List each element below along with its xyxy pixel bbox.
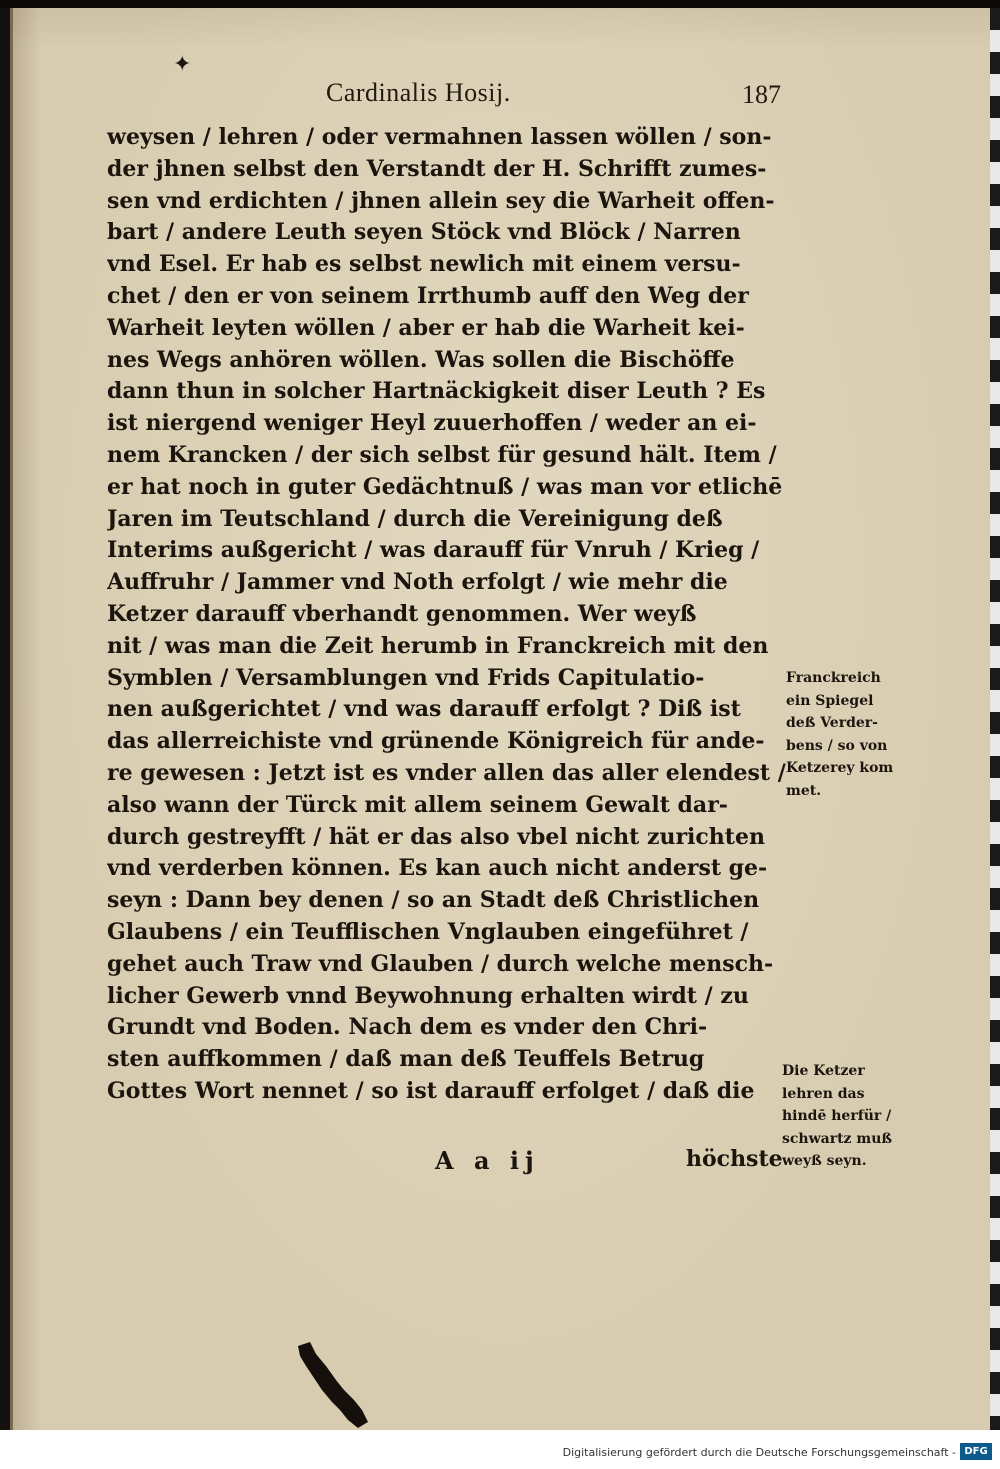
text-line: chet / den er von seinem Irrthumb auff den Weg der <box>107 282 749 309</box>
text-line: nit / was man die Zeit herumb in Franckreich mit den <box>107 632 769 659</box>
margin-note-line: Die Ketzer <box>782 1063 865 1079</box>
credit-text: Digitalisierung gefördert durch die Deutsche Forschungsgemeinschaft - <box>562 1446 956 1459</box>
margin-note-line: met. <box>786 782 822 799</box>
text-line: nem Krancken / der sich selbst für gesund hält. Item / <box>107 441 777 468</box>
text-line: das allerreichiste vnd grünende Königreich für ande- <box>107 728 765 755</box>
text-line: Jaren im Teutschland / durch die Vereinigung deß <box>107 505 723 532</box>
margin-note-ketzer <box>782 1060 892 1173</box>
text-line: Symblen / Versamblungen vnd Frids Capitulatio- <box>107 664 705 691</box>
margin-note-line: Franckreich <box>786 670 881 686</box>
text-line: Warheit leyten wöllen / aber er hab die Warheit kei- <box>107 314 745 341</box>
text-line: licher Gewerb vnnd Beywohnung erhalten wirdt / zu <box>107 982 749 1009</box>
margin-note-line: schwartz muß <box>782 1130 893 1147</box>
text-line: Interims außgericht / was darauff für Vnruh / Krieg / <box>107 537 760 564</box>
text-line: der jhnen selbst den Verstandt der H. Schrifft zumes- <box>107 155 767 182</box>
text-line: vnd Esel. Er hab es selbst newlich mit einem versu- <box>107 251 741 278</box>
text-line: nes Wegs anhören wöllen. Was sollen die Bischöffe <box>107 346 735 373</box>
text-line: vnd verderben können. Es kan auch nicht anderst ge- <box>107 855 768 882</box>
text-line: Grundt vnd Boden. Nach dem es vnder den Chri- <box>107 1014 708 1041</box>
margin-note-line: deß Verder- <box>786 715 878 731</box>
scan-color-ruler <box>990 8 1000 1430</box>
body-text <box>107 122 787 1108</box>
text-line: seyn : Dann bey denen / so an Stadt deß Christlichen <box>107 887 760 914</box>
text-line: weysen / lehren / oder vermahnen lassen wöllen / son- <box>107 124 772 150</box>
signature-mark: A a ij <box>435 1146 540 1175</box>
text-line: gehet auch Traw vnd Glauben / durch welche mensch- <box>107 950 774 977</box>
text-line: sten auffkommen / daß man deß Teuffels Betrug <box>107 1046 705 1073</box>
text-line: Gottes Wort nennet / so ist darauff erfolget / daß die <box>107 1077 755 1104</box>
text-line: bart / andere Leuth seyen Stöck vnd Blöck / Narren <box>107 219 741 246</box>
credit-bar <box>0 1430 1000 1469</box>
running-title: Cardinalis Hosij. <box>326 78 511 107</box>
text-line: nen außgerichtet / vnd was darauff erfolgt ? Diß ist <box>107 696 741 723</box>
text-line: Ketzer darauff vberhandt genommen. Wer weyß <box>107 600 697 627</box>
printer-ornament-icon: ✦ <box>173 52 192 77</box>
margin-note-line: weyß seyn. <box>782 1153 867 1169</box>
text-line: Glaubens / ein Teufflischen Vnglauben eingeführet / <box>107 918 749 945</box>
margin-note-line: bens / so von <box>786 737 888 754</box>
margin-note-line: hindē herfür / <box>782 1108 892 1124</box>
margin-note-line: lehren das <box>782 1085 865 1102</box>
text-line: also wann der Türck mit allem seinem Gewalt dar- <box>107 791 728 818</box>
text-line: Auffruhr / Jammer vnd Noth erfolgt / wie mehr die <box>107 569 728 596</box>
text-line: dann thun in solcher Hartnäckigkeit diser Leuth ? Es <box>107 378 766 405</box>
ink-stain-icon <box>292 1340 372 1430</box>
dfg-logo: DFG <box>960 1443 992 1460</box>
margin-note-line: Ketzerey kom <box>786 760 894 776</box>
catchword: höchste <box>686 1146 783 1172</box>
margin-note-franckreich <box>786 667 893 802</box>
margin-note-line: ein Spiegel <box>786 692 874 709</box>
text-line: durch gestreyfft / hät er das also vbel nicht zurichten <box>107 823 765 850</box>
scan-left-edge <box>0 8 10 1430</box>
page-number: 187 <box>742 80 781 109</box>
text-line: ist niergend weniger Heyl zuuerhoffen / weder an ei- <box>107 410 757 437</box>
text-line: er hat noch in guter Gedächtnuß / was man vor etlichē <box>107 473 783 500</box>
text-line: re gewesen : Jetzt ist es vnder allen das aller elendest / <box>107 759 786 786</box>
text-line: sen vnd erdichten / jhnen allein sey die Warheit offen- <box>107 187 775 214</box>
